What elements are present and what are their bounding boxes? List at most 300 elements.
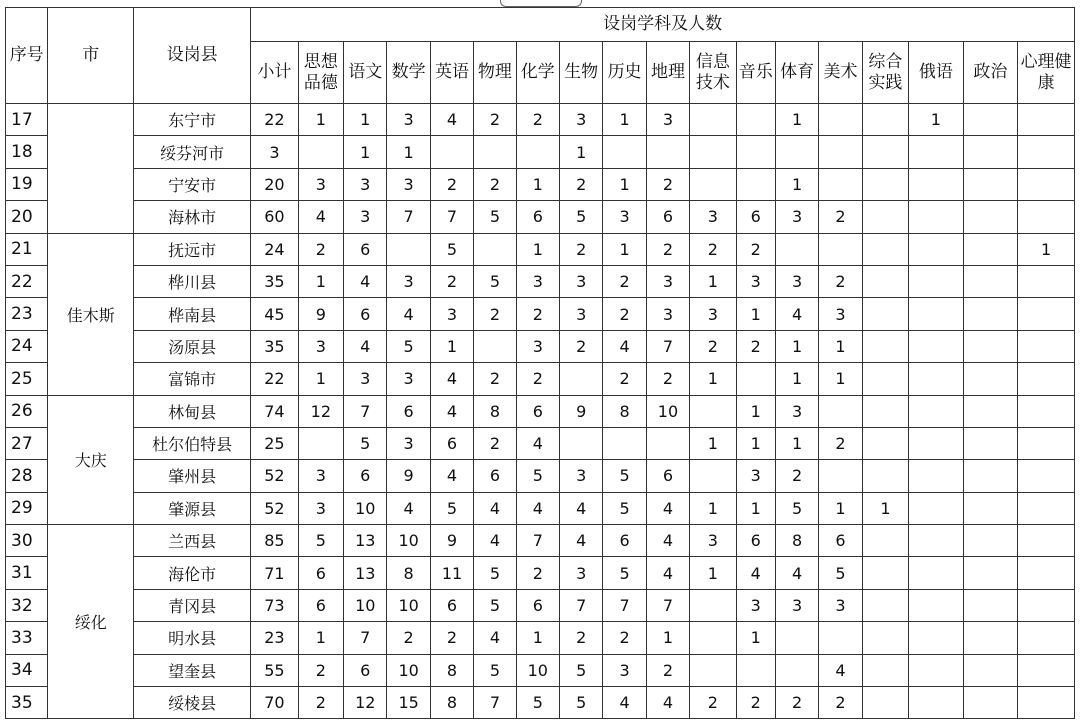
subject-count-cell: 2 — [298, 687, 343, 719]
subject-count-cell — [963, 622, 1018, 654]
subject-count-cell: 2 — [819, 201, 862, 233]
subject-count-cell: 1 — [775, 363, 818, 395]
subject-count-cell: 52 — [251, 492, 298, 524]
subject-count-cell: 7 — [646, 589, 689, 621]
subject-count-cell: 2 — [690, 330, 736, 362]
subject-count-cell: 4 — [819, 654, 862, 686]
header-subject: 心理健康 — [1018, 42, 1075, 104]
header-subject: 数学 — [387, 42, 430, 104]
subject-count-cell: 1 — [736, 622, 775, 654]
subject-count-cell — [862, 525, 908, 557]
row-county: 林甸县 — [134, 395, 251, 427]
subject-count-cell: 7 — [387, 201, 430, 233]
subject-count-cell: 45 — [251, 298, 298, 330]
row-seq: 21 — [6, 233, 48, 265]
subject-count-cell — [1018, 589, 1075, 621]
subject-count-cell — [430, 136, 473, 168]
subject-count-cell — [690, 654, 736, 686]
header-subject: 音乐 — [736, 42, 775, 104]
subject-count-cell: 3 — [646, 298, 689, 330]
header-subject: 思想品德 — [298, 42, 343, 104]
subject-count-cell — [819, 622, 862, 654]
subject-count-cell: 3 — [298, 460, 343, 492]
subject-count-cell — [387, 233, 430, 265]
subject-count-cell — [736, 168, 775, 200]
subject-count-cell: 3 — [690, 201, 736, 233]
subject-count-cell — [603, 136, 646, 168]
header-subject: 化学 — [516, 42, 559, 104]
subject-count-cell — [690, 460, 736, 492]
subject-count-cell — [819, 460, 862, 492]
subject-count-cell — [909, 654, 964, 686]
subject-count-cell: 7 — [430, 201, 473, 233]
subject-count-cell — [862, 589, 908, 621]
subject-count-cell — [862, 687, 908, 719]
subject-count-cell: 2 — [559, 622, 602, 654]
subject-count-cell: 1 — [430, 330, 473, 362]
header-subject: 英语 — [430, 42, 473, 104]
subject-count-cell: 2 — [819, 427, 862, 459]
subject-count-cell — [862, 654, 908, 686]
subject-count-cell: 6 — [516, 589, 559, 621]
subject-count-cell: 2 — [516, 363, 559, 395]
subject-count-cell: 4 — [646, 525, 689, 557]
table-row — [6, 622, 1075, 654]
subject-count-cell: 2 — [646, 168, 689, 200]
subject-count-cell: 6 — [387, 395, 430, 427]
header-subject: 综合实践 — [862, 42, 908, 104]
subject-count-cell: 4 — [474, 622, 516, 654]
subject-count-cell: 10 — [344, 492, 387, 524]
row-seq: 30 — [6, 525, 48, 557]
subject-count-cell: 1 — [690, 492, 736, 524]
subject-count-cell: 6 — [736, 201, 775, 233]
subject-count-cell: 3 — [819, 298, 862, 330]
row-seq: 27 — [6, 427, 48, 459]
subject-count-cell — [963, 687, 1018, 719]
subject-count-cell: 2 — [430, 265, 473, 297]
row-county: 宁安市 — [134, 168, 251, 200]
header-subject: 历史 — [603, 42, 646, 104]
subject-count-cell: 2 — [430, 622, 473, 654]
subject-count-cell: 2 — [474, 363, 516, 395]
subject-count-cell: 6 — [344, 298, 387, 330]
subject-count-cell — [862, 460, 908, 492]
subject-count-cell: 20 — [251, 168, 298, 200]
subject-count-cell: 3 — [736, 460, 775, 492]
subject-count-cell: 2 — [516, 557, 559, 589]
subject-count-cell — [909, 265, 964, 297]
subject-count-cell — [862, 233, 908, 265]
subject-count-cell: 1 — [516, 168, 559, 200]
subject-count-cell: 9 — [559, 395, 602, 427]
subject-count-cell: 74 — [251, 395, 298, 427]
subject-count-cell — [963, 525, 1018, 557]
subject-count-cell: 5 — [474, 265, 516, 297]
subject-count-cell — [736, 104, 775, 136]
row-seq: 22 — [6, 265, 48, 297]
row-city — [48, 104, 134, 234]
subject-count-cell: 1 — [736, 298, 775, 330]
subject-count-cell: 3 — [736, 589, 775, 621]
subject-count-cell — [909, 201, 964, 233]
subject-count-cell: 4 — [736, 557, 775, 589]
subject-count-cell: 35 — [251, 265, 298, 297]
subject-count-cell — [819, 233, 862, 265]
header-subject: 地理 — [646, 42, 689, 104]
subject-count-cell: 1 — [559, 136, 602, 168]
subject-count-cell: 2 — [603, 298, 646, 330]
subject-count-cell: 1 — [819, 330, 862, 362]
subject-count-cell: 2 — [516, 298, 559, 330]
table-row — [6, 136, 1075, 168]
subject-count-cell — [909, 589, 964, 621]
subject-count-cell: 6 — [819, 525, 862, 557]
subject-count-cell — [909, 427, 964, 459]
subject-count-cell: 4 — [516, 427, 559, 459]
subject-count-cell — [736, 654, 775, 686]
header-subject: 体育 — [775, 42, 818, 104]
subject-count-cell: 2 — [559, 233, 602, 265]
subject-count-cell: 2 — [775, 460, 818, 492]
subject-count-cell — [1018, 622, 1075, 654]
subject-count-cell — [1018, 363, 1075, 395]
subject-count-cell: 2 — [603, 363, 646, 395]
subject-count-cell — [474, 136, 516, 168]
subject-count-cell: 7 — [344, 622, 387, 654]
subject-count-cell: 5 — [516, 687, 559, 719]
subject-count-cell — [1018, 395, 1075, 427]
subject-count-cell: 2 — [736, 687, 775, 719]
subject-count-cell: 3 — [516, 265, 559, 297]
subject-count-cell: 3 — [646, 265, 689, 297]
subject-count-cell: 12 — [344, 687, 387, 719]
subject-count-cell: 10 — [387, 589, 430, 621]
subject-count-cell — [963, 492, 1018, 524]
subject-count-cell — [646, 136, 689, 168]
subject-count-cell — [1018, 201, 1075, 233]
subject-count-cell: 9 — [430, 525, 473, 557]
row-seq: 17 — [6, 104, 48, 136]
row-county: 海伦市 — [134, 557, 251, 589]
subject-count-cell — [690, 622, 736, 654]
header-subject-group: 设岗学科及人数 — [251, 8, 1075, 42]
subject-count-cell: 3 — [559, 557, 602, 589]
subject-count-cell: 4 — [430, 395, 473, 427]
subject-count-cell — [1018, 687, 1075, 719]
subject-count-cell: 10 — [646, 395, 689, 427]
subject-count-cell: 6 — [344, 233, 387, 265]
subject-count-cell: 35 — [251, 330, 298, 362]
subject-count-cell: 5 — [603, 460, 646, 492]
subject-count-cell: 2 — [646, 233, 689, 265]
subject-count-cell — [603, 427, 646, 459]
subject-count-cell: 5 — [559, 654, 602, 686]
subject-count-cell — [963, 168, 1018, 200]
subject-count-cell: 10 — [387, 654, 430, 686]
subject-count-cell: 3 — [603, 654, 646, 686]
subject-count-cell — [1018, 265, 1075, 297]
table-row — [6, 427, 1075, 459]
subject-count-cell — [1018, 654, 1075, 686]
row-county: 青冈县 — [134, 589, 251, 621]
table-row — [6, 687, 1075, 719]
subject-count-cell — [862, 104, 908, 136]
subject-count-cell: 3 — [775, 589, 818, 621]
row-city: 绥化 — [48, 525, 134, 719]
subject-count-cell: 6 — [603, 525, 646, 557]
row-seq: 23 — [6, 298, 48, 330]
subject-count-cell: 2 — [603, 622, 646, 654]
table-row — [6, 492, 1075, 524]
subject-count-cell: 70 — [251, 687, 298, 719]
table-row — [6, 168, 1075, 200]
subject-count-cell: 1 — [298, 622, 343, 654]
subject-count-cell: 52 — [251, 460, 298, 492]
subject-count-cell: 2 — [646, 363, 689, 395]
header-subject: 小计 — [251, 42, 298, 104]
subject-count-cell — [474, 330, 516, 362]
subject-count-cell: 73 — [251, 589, 298, 621]
subject-count-cell: 2 — [387, 622, 430, 654]
header-seq: 序号 — [6, 8, 48, 104]
subject-count-cell: 4 — [344, 330, 387, 362]
subject-count-cell — [819, 104, 862, 136]
subject-count-cell — [1018, 525, 1075, 557]
subject-count-cell: 1 — [736, 492, 775, 524]
subject-count-cell: 4 — [603, 330, 646, 362]
subject-count-cell: 2 — [646, 654, 689, 686]
subject-count-cell — [909, 460, 964, 492]
table-row — [6, 460, 1075, 492]
subject-count-cell: 1 — [344, 104, 387, 136]
subject-count-cell: 3 — [690, 298, 736, 330]
subject-count-cell: 1 — [516, 233, 559, 265]
subject-count-cell: 8 — [387, 557, 430, 589]
subject-count-cell: 4 — [430, 104, 473, 136]
row-county: 肇州县 — [134, 460, 251, 492]
subject-count-cell: 4 — [387, 298, 430, 330]
subject-count-cell — [474, 233, 516, 265]
subject-count-cell: 2 — [603, 265, 646, 297]
subject-count-cell: 3 — [298, 330, 343, 362]
subject-count-cell: 1 — [775, 168, 818, 200]
subject-count-cell: 10 — [387, 525, 430, 557]
subject-count-cell — [862, 136, 908, 168]
subject-count-cell: 4 — [474, 492, 516, 524]
table-row — [6, 330, 1075, 362]
subject-count-cell: 6 — [298, 557, 343, 589]
subject-count-cell: 6 — [430, 427, 473, 459]
subject-count-cell: 1 — [298, 104, 343, 136]
subject-count-cell: 4 — [559, 492, 602, 524]
subject-count-cell: 1 — [344, 136, 387, 168]
subject-count-cell: 5 — [387, 330, 430, 362]
subject-count-cell: 7 — [474, 687, 516, 719]
subject-count-cell — [690, 395, 736, 427]
subject-count-cell — [559, 363, 602, 395]
subject-count-cell — [690, 104, 736, 136]
row-county: 望奎县 — [134, 654, 251, 686]
subject-count-cell: 55 — [251, 654, 298, 686]
subject-count-cell: 3 — [430, 298, 473, 330]
subject-count-cell: 1 — [775, 427, 818, 459]
subject-count-cell — [909, 136, 964, 168]
subject-count-cell — [963, 298, 1018, 330]
subject-count-cell: 71 — [251, 557, 298, 589]
subject-count-cell: 5 — [559, 201, 602, 233]
subject-count-cell: 6 — [430, 589, 473, 621]
subject-count-cell: 2 — [474, 168, 516, 200]
subject-count-cell — [963, 395, 1018, 427]
subject-count-cell: 2 — [736, 330, 775, 362]
subject-count-cell — [819, 136, 862, 168]
subject-count-cell — [862, 622, 908, 654]
row-city: 佳木斯 — [48, 233, 134, 395]
subject-count-cell: 1 — [736, 427, 775, 459]
subject-count-cell: 5 — [603, 557, 646, 589]
subject-count-cell: 3 — [819, 589, 862, 621]
subject-count-cell: 3 — [516, 330, 559, 362]
table-row — [6, 233, 1075, 265]
row-county: 杜尔伯特县 — [134, 427, 251, 459]
subject-count-cell — [862, 363, 908, 395]
subject-count-cell — [775, 136, 818, 168]
table-row — [6, 265, 1075, 297]
row-seq: 20 — [6, 201, 48, 233]
subject-count-cell — [862, 201, 908, 233]
subject-count-cell — [862, 330, 908, 362]
subject-count-cell: 6 — [298, 589, 343, 621]
table-row — [6, 589, 1075, 621]
table-row — [6, 201, 1075, 233]
subject-count-cell — [909, 298, 964, 330]
subject-count-cell: 3 — [559, 104, 602, 136]
subject-count-cell: 11 — [430, 557, 473, 589]
subject-count-cell — [963, 265, 1018, 297]
row-seq: 29 — [6, 492, 48, 524]
table-row — [6, 525, 1075, 557]
subject-count-cell — [909, 492, 964, 524]
subject-count-cell: 2 — [474, 427, 516, 459]
subject-count-cell: 9 — [387, 460, 430, 492]
subject-count-cell: 12 — [298, 395, 343, 427]
subject-count-cell: 1 — [516, 622, 559, 654]
subject-count-cell: 2 — [559, 330, 602, 362]
subject-count-cell — [909, 330, 964, 362]
subject-count-cell: 8 — [603, 395, 646, 427]
subject-count-cell: 3 — [344, 168, 387, 200]
subject-count-cell: 1 — [862, 492, 908, 524]
row-county: 桦南县 — [134, 298, 251, 330]
subject-count-cell: 3 — [387, 265, 430, 297]
subject-count-cell: 5 — [430, 492, 473, 524]
subject-count-cell: 6 — [344, 654, 387, 686]
header-city: 市 — [48, 8, 134, 104]
subject-count-cell: 2 — [775, 687, 818, 719]
subject-count-cell: 2 — [819, 687, 862, 719]
subject-count-cell: 3 — [646, 104, 689, 136]
recruitment-table — [5, 7, 1075, 719]
subject-count-cell: 1 — [690, 557, 736, 589]
subject-count-cell: 3 — [387, 168, 430, 200]
subject-count-cell: 5 — [474, 557, 516, 589]
subject-count-cell: 3 — [251, 136, 298, 168]
subject-count-cell: 23 — [251, 622, 298, 654]
subject-count-cell — [963, 363, 1018, 395]
subject-count-cell: 3 — [603, 201, 646, 233]
subject-count-cell: 4 — [474, 525, 516, 557]
subject-count-cell: 1 — [690, 427, 736, 459]
subject-count-cell — [963, 654, 1018, 686]
subject-count-cell: 4 — [603, 687, 646, 719]
subject-count-cell — [909, 525, 964, 557]
subject-count-cell: 4 — [775, 298, 818, 330]
row-seq: 33 — [6, 622, 48, 654]
subject-count-cell — [646, 427, 689, 459]
subject-count-cell — [909, 622, 964, 654]
subject-count-cell: 5 — [559, 687, 602, 719]
subject-count-cell — [1018, 557, 1075, 589]
row-seq: 25 — [6, 363, 48, 395]
subject-count-cell: 7 — [516, 525, 559, 557]
subject-count-cell: 4 — [646, 492, 689, 524]
subject-count-cell: 1 — [775, 104, 818, 136]
subject-count-cell — [963, 557, 1018, 589]
subject-count-cell: 8 — [430, 687, 473, 719]
subject-count-cell: 3 — [775, 265, 818, 297]
subject-count-cell: 1 — [736, 395, 775, 427]
subject-count-cell: 4 — [646, 557, 689, 589]
row-county: 绥棱县 — [134, 687, 251, 719]
row-seq: 18 — [6, 136, 48, 168]
subject-count-cell: 2 — [474, 104, 516, 136]
subject-count-cell: 2 — [474, 298, 516, 330]
subject-count-cell — [862, 265, 908, 297]
subject-count-cell: 10 — [344, 589, 387, 621]
subject-count-cell: 13 — [344, 557, 387, 589]
subject-count-cell: 5 — [344, 427, 387, 459]
subject-count-cell: 6 — [646, 201, 689, 233]
row-city: 大庆 — [48, 395, 134, 525]
subject-count-cell — [736, 363, 775, 395]
subject-count-cell: 1 — [1018, 233, 1075, 265]
subject-count-cell — [559, 427, 602, 459]
subject-count-cell: 7 — [344, 395, 387, 427]
subject-count-cell: 1 — [690, 265, 736, 297]
subject-count-cell — [298, 136, 343, 168]
subject-count-cell: 6 — [516, 201, 559, 233]
subject-count-cell — [963, 330, 1018, 362]
subject-count-cell: 15 — [387, 687, 430, 719]
table-row — [6, 654, 1075, 686]
subject-count-cell: 3 — [387, 427, 430, 459]
subject-count-cell — [909, 557, 964, 589]
subject-count-cell — [909, 395, 964, 427]
subject-count-cell — [909, 363, 964, 395]
subject-count-cell: 3 — [298, 492, 343, 524]
cropped-header-bracket — [500, 0, 582, 7]
subject-count-cell: 4 — [298, 201, 343, 233]
table-row — [6, 298, 1075, 330]
subject-count-cell: 3 — [775, 395, 818, 427]
subject-count-cell: 5 — [298, 525, 343, 557]
subject-count-cell: 1 — [646, 622, 689, 654]
subject-count-cell: 8 — [474, 395, 516, 427]
subject-count-cell: 5 — [516, 460, 559, 492]
row-seq: 31 — [6, 557, 48, 589]
subject-count-cell: 2 — [298, 654, 343, 686]
